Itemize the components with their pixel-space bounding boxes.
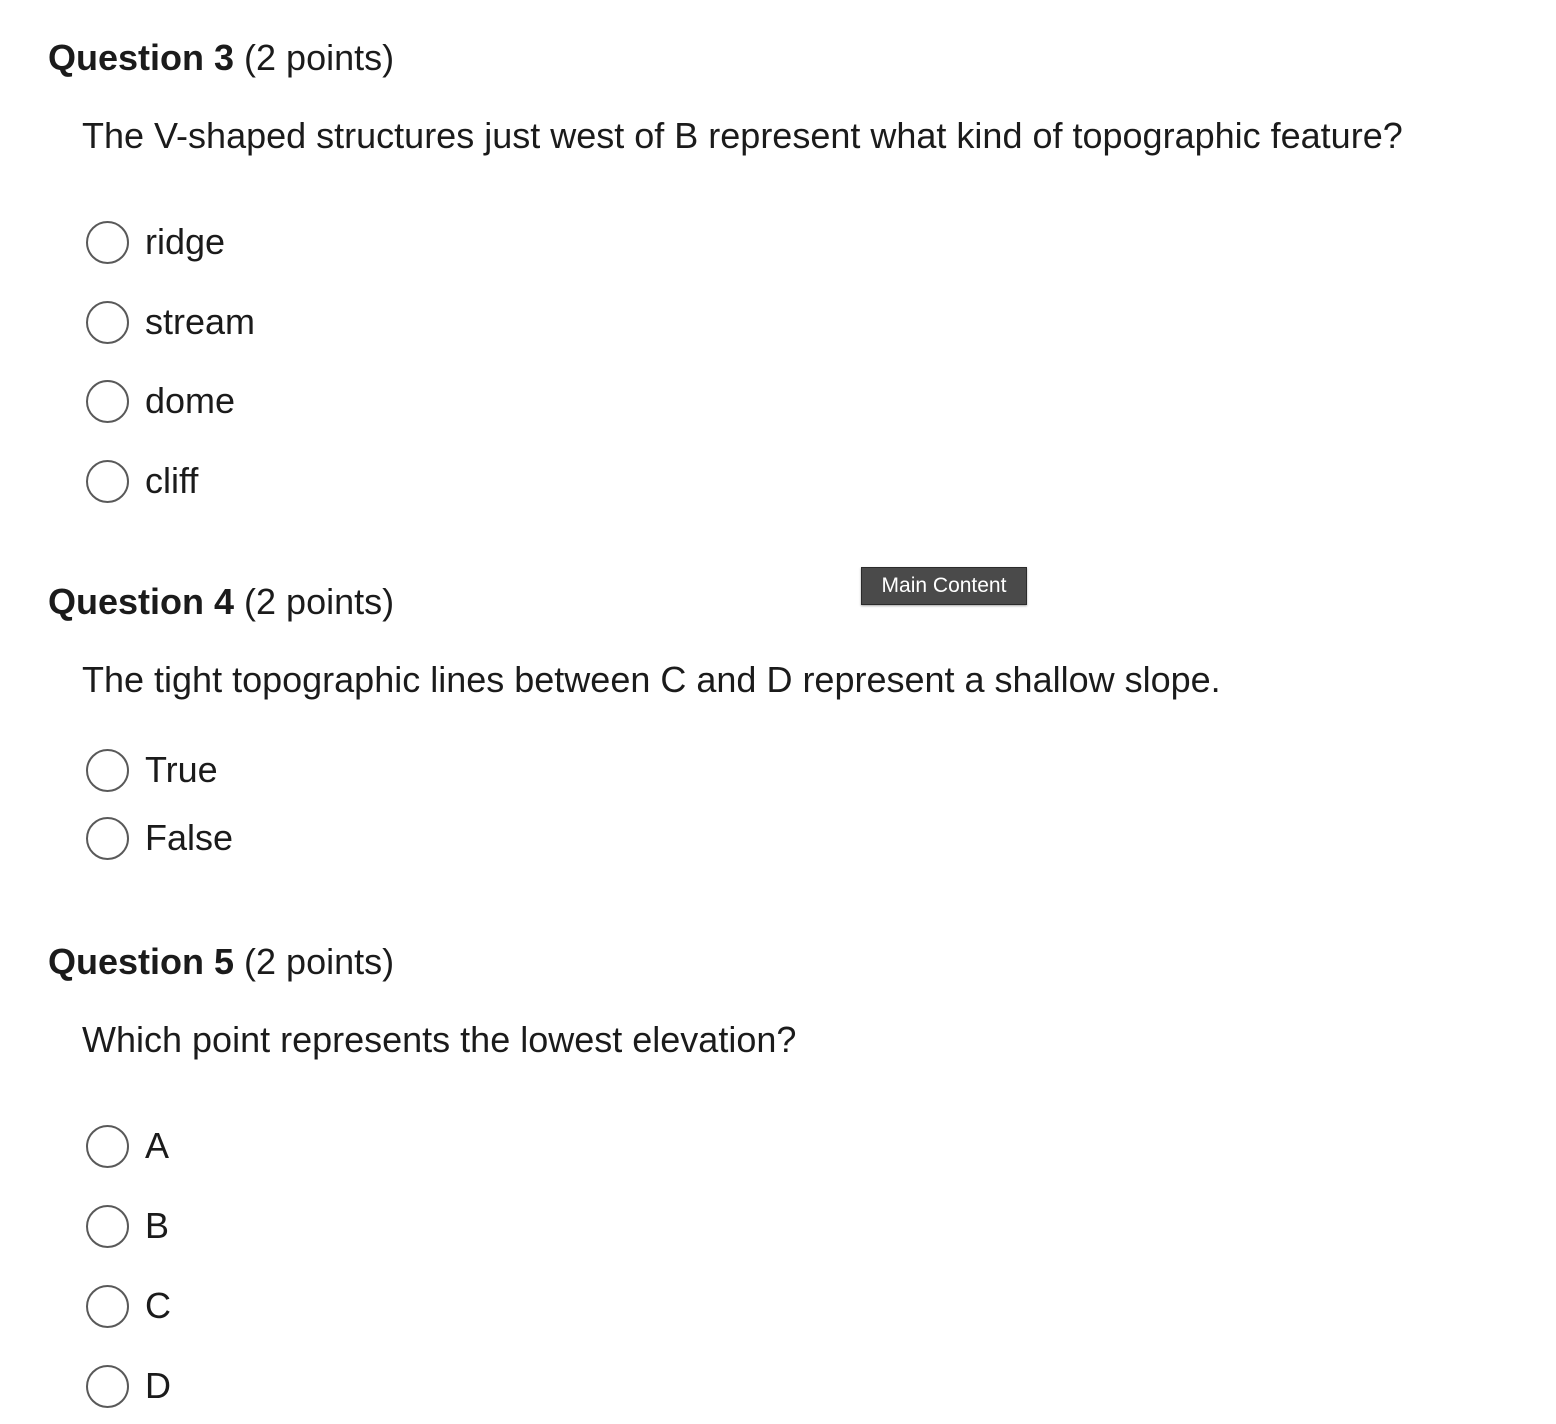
- radio-button[interactable]: [86, 460, 129, 503]
- question-prompt: The tight topographic lines between C and D represent a shallow slope.: [82, 659, 1221, 700]
- answer-option-ridge[interactable]: [86, 218, 225, 266]
- answer-option-label: ridge: [145, 221, 226, 262]
- answer-option-true[interactable]: [86, 746, 218, 794]
- question-points: (2 points): [244, 941, 395, 982]
- radio-button[interactable]: [86, 1285, 129, 1328]
- answer-option-b[interactable]: [86, 1202, 169, 1250]
- question-prompt: Which point represents the lowest elevation?: [82, 1019, 797, 1060]
- radio-button[interactable]: [86, 1365, 129, 1408]
- answer-option-c[interactable]: [86, 1282, 171, 1330]
- radio-button[interactable]: [86, 380, 129, 423]
- answer-option-d[interactable]: [86, 1362, 171, 1410]
- answer-option-false[interactable]: [86, 814, 233, 862]
- question-title: Question 3: [48, 37, 235, 78]
- answer-option-cliff[interactable]: [86, 457, 198, 505]
- question-title: Question 5: [48, 941, 235, 982]
- answer-option-label: True: [145, 749, 218, 790]
- question-points: (2 points): [244, 37, 395, 78]
- answer-option-label: False: [145, 817, 234, 858]
- radio-button[interactable]: [86, 221, 129, 264]
- question-points: (2 points): [244, 581, 395, 622]
- question-title: Question 4: [48, 581, 235, 622]
- question-heading: [48, 580, 394, 624]
- radio-button[interactable]: [86, 1205, 129, 1248]
- answer-option-label: cliff: [145, 460, 199, 501]
- answer-option-dome[interactable]: [86, 377, 235, 425]
- answer-option-a[interactable]: [86, 1122, 169, 1170]
- main-content-tooltip: Main Content: [861, 567, 1027, 605]
- answer-option-label: D: [145, 1365, 171, 1406]
- answer-option-label: C: [145, 1285, 171, 1326]
- radio-button[interactable]: [86, 749, 129, 792]
- answer-option-label: dome: [145, 380, 236, 421]
- answer-option-label: B: [145, 1205, 170, 1246]
- radio-button[interactable]: [86, 1125, 129, 1168]
- radio-button[interactable]: [86, 817, 129, 860]
- answer-option-stream[interactable]: [86, 298, 255, 346]
- answer-option-label: A: [145, 1125, 170, 1166]
- question-heading: [48, 36, 394, 80]
- question-heading: [48, 940, 394, 984]
- radio-button[interactable]: [86, 301, 129, 344]
- question-prompt: The V-shaped structures just west of B represent what kind of topographic feature?: [82, 115, 1403, 156]
- answer-option-label: stream: [145, 301, 256, 342]
